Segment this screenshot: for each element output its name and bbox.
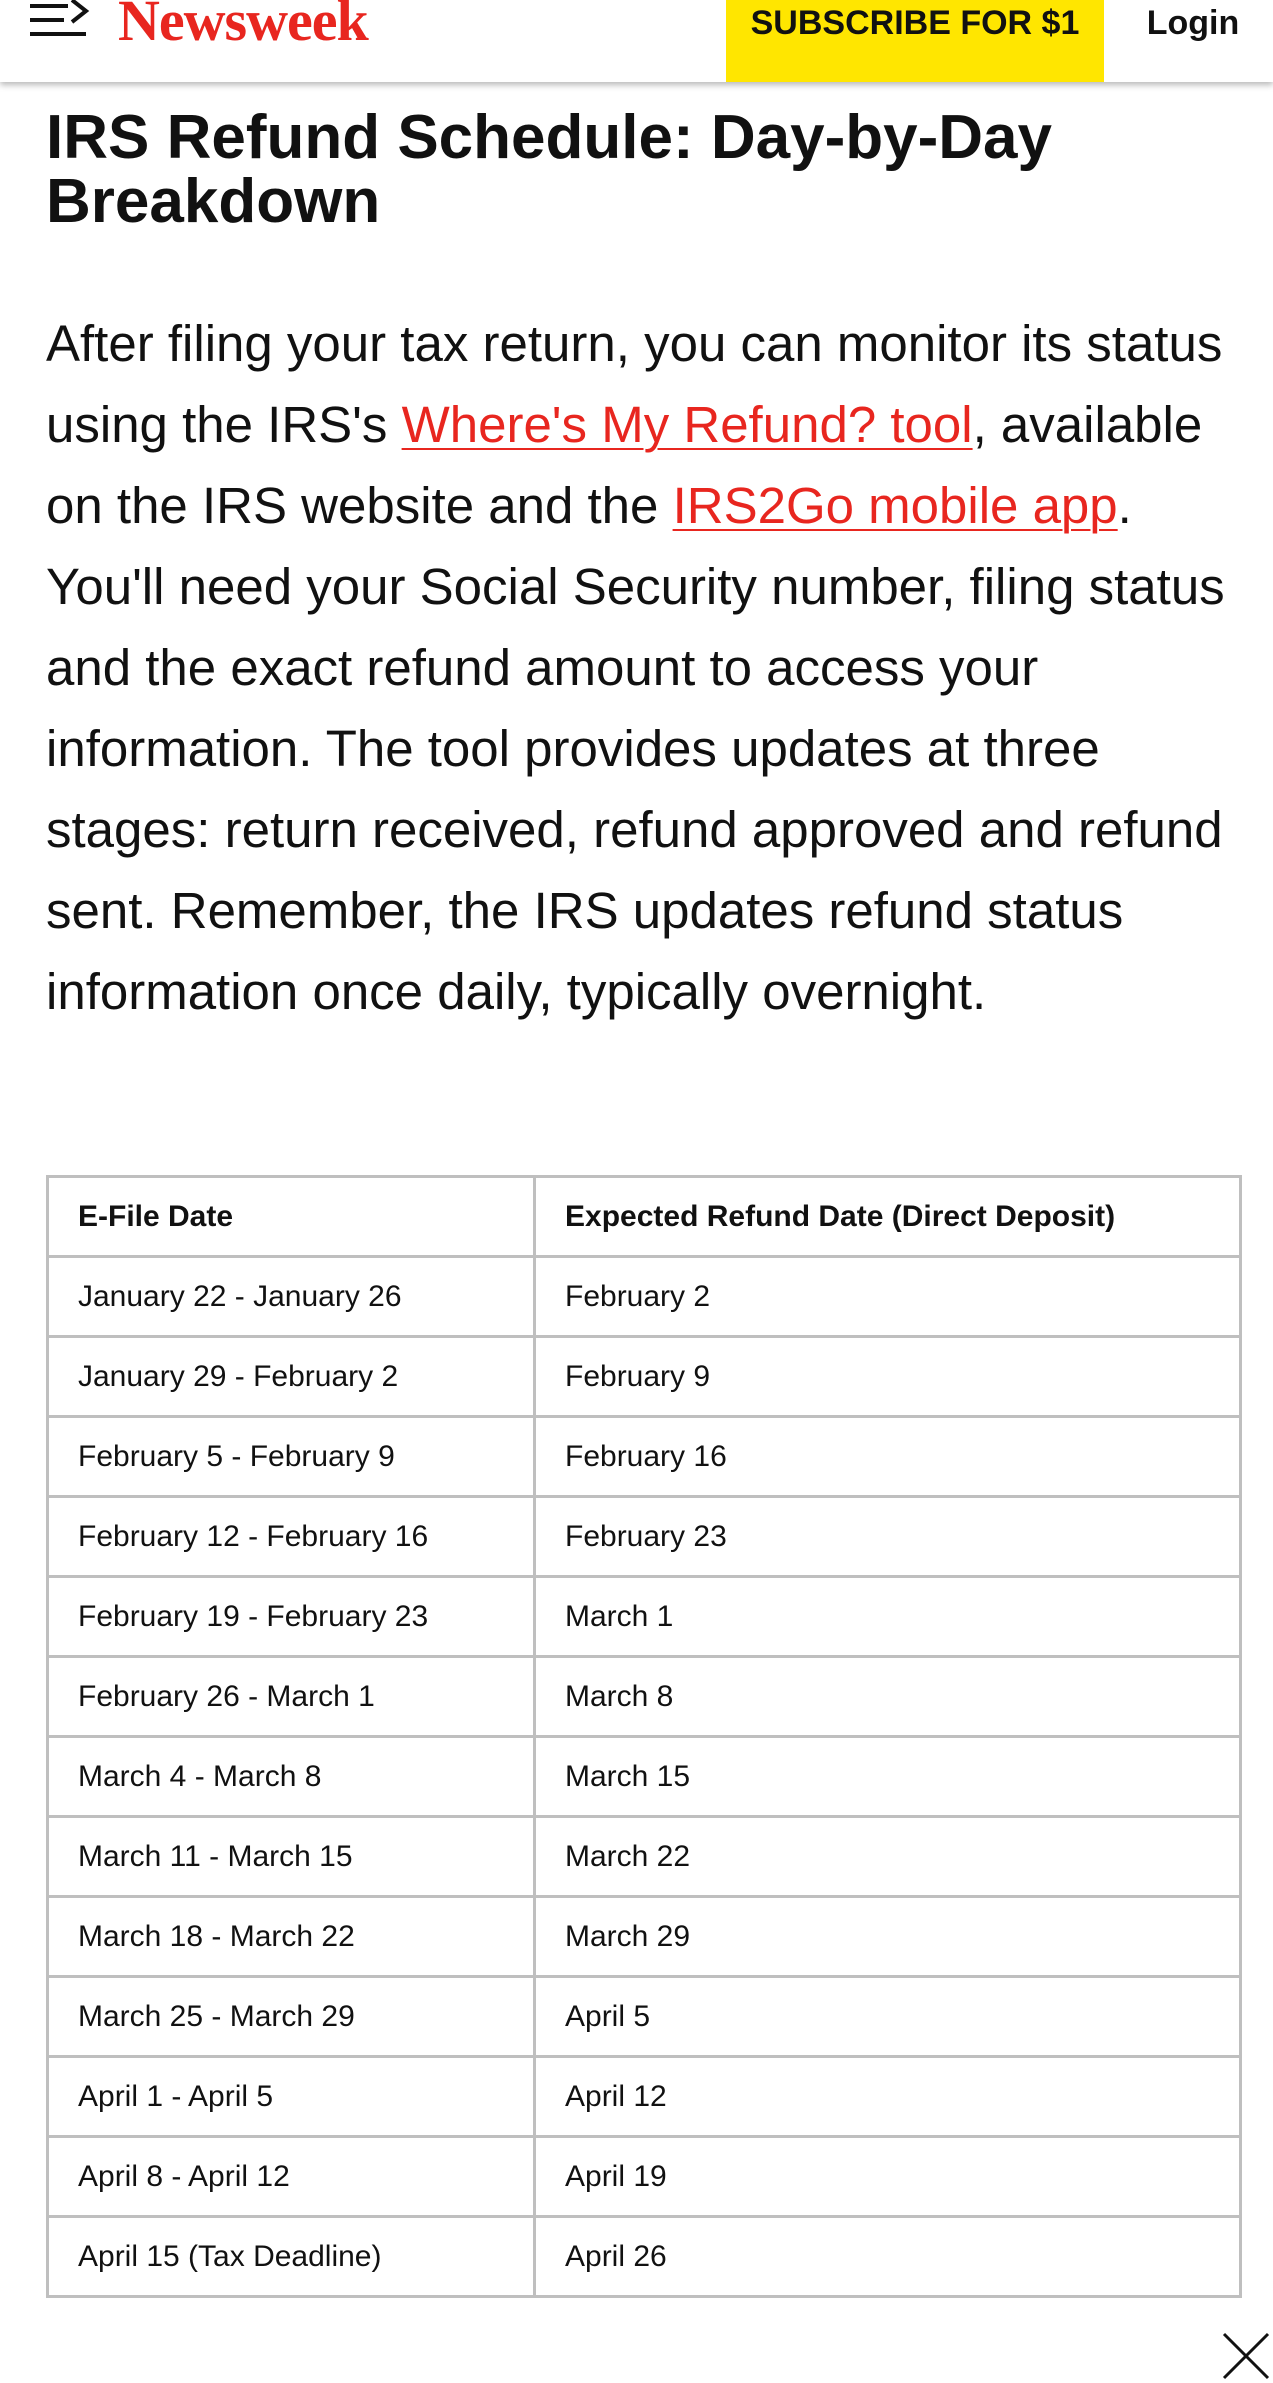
site-header: [0, 0, 1273, 82]
refund-date-cell: February 16: [535, 1417, 1241, 1497]
efile-date-cell: February 5 - February 9: [48, 1417, 535, 1497]
table-row: [48, 1737, 1241, 1817]
close-button[interactable]: [1210, 2320, 1273, 2383]
efile-date-cell: February 12 - February 16: [48, 1497, 535, 1577]
column-header-refund-date: Expected Refund Date (Direct Deposit): [535, 1177, 1241, 1257]
paragraph-text: After filing your tax return, you can monitor its status using the IRS's: [46, 315, 1223, 453]
refund-date-cell: March 22: [535, 1817, 1241, 1897]
refund-date-cell: February 9: [535, 1337, 1241, 1417]
refund-date-cell: April 5: [535, 1977, 1241, 2057]
refund-date-cell: April 19: [535, 2137, 1241, 2217]
table-row: [48, 1497, 1241, 1577]
column-header-efile-date: E-File Date: [48, 1177, 535, 1257]
article-title: IRS Refund Schedule: Day-by-Day Breakdown: [46, 103, 1052, 236]
refund-date-cell: March 8: [535, 1657, 1241, 1737]
table-row: [48, 2217, 1241, 2297]
efile-date-cell: March 25 - March 29: [48, 1977, 535, 2057]
refund-date-cell: March 29: [535, 1897, 1241, 1977]
refund-date-cell: March 15: [535, 1737, 1241, 1817]
paragraph-text: , available on the IRS website and the: [46, 396, 1203, 534]
table-row: [48, 1577, 1241, 1657]
subscribe-button[interactable]: SUBSCRIBE FOR $1: [726, 0, 1104, 82]
efile-date-cell: February 19 - February 23: [48, 1577, 535, 1657]
efile-date-cell: April 15 (Tax Deadline): [48, 2217, 535, 2297]
irs2go-app-link[interactable]: IRS2Go mobile app: [672, 477, 1118, 534]
efile-date-cell: April 1 - April 5: [48, 2057, 535, 2137]
table-row: [48, 1417, 1241, 1497]
menu-button[interactable]: [28, 0, 94, 46]
refund-date-cell: February 2: [535, 1257, 1241, 1337]
table-row: [48, 1897, 1241, 1977]
table-row: [48, 1817, 1241, 1897]
refund-date-cell: April 12: [535, 2057, 1241, 2137]
refund-date-cell: March 1: [535, 1577, 1241, 1657]
efile-date-cell: March 18 - March 22: [48, 1897, 535, 1977]
table-row: [48, 2057, 1241, 2137]
efile-date-cell: March 4 - March 8: [48, 1737, 535, 1817]
newsweek-logo[interactable]: Newsweek: [118, 0, 368, 53]
efile-date-cell: January 22 - January 26: [48, 1257, 535, 1337]
table-row: [48, 1257, 1241, 1337]
wheres-my-refund-link[interactable]: Where's My Refund? tool: [401, 396, 973, 453]
close-icon: [1210, 2320, 1273, 2383]
paragraph-text: . You'll need your Social Security number, filing status and the exact refund amount to access your information. The tool provides updates at three stages: return received, refund approved and refund sent. Remember, the IRS updates refund status information once daily, typically overnight.: [46, 477, 1225, 1020]
table-row: [48, 2137, 1241, 2217]
table-row: [48, 1977, 1241, 2057]
table-header-row: [48, 1177, 1241, 1257]
refund-schedule-table-container: [46, 1175, 1239, 2298]
refund-schedule-table: [46, 1175, 1242, 2298]
table-row: [48, 1337, 1241, 1417]
efile-date-cell: January 29 - February 2: [48, 1337, 535, 1417]
login-button[interactable]: Login: [1146, 4, 1240, 42]
article-paragraph: [46, 303, 1246, 1032]
efile-date-cell: February 26 - March 1: [48, 1657, 535, 1737]
efile-date-cell: March 11 - March 15: [48, 1817, 535, 1897]
refund-date-cell: February 23: [535, 1497, 1241, 1577]
refund-date-cell: April 26: [535, 2217, 1241, 2297]
efile-date-cell: April 8 - April 12: [48, 2137, 535, 2217]
table-row: [48, 1657, 1241, 1737]
menu-icon: [28, 0, 94, 46]
